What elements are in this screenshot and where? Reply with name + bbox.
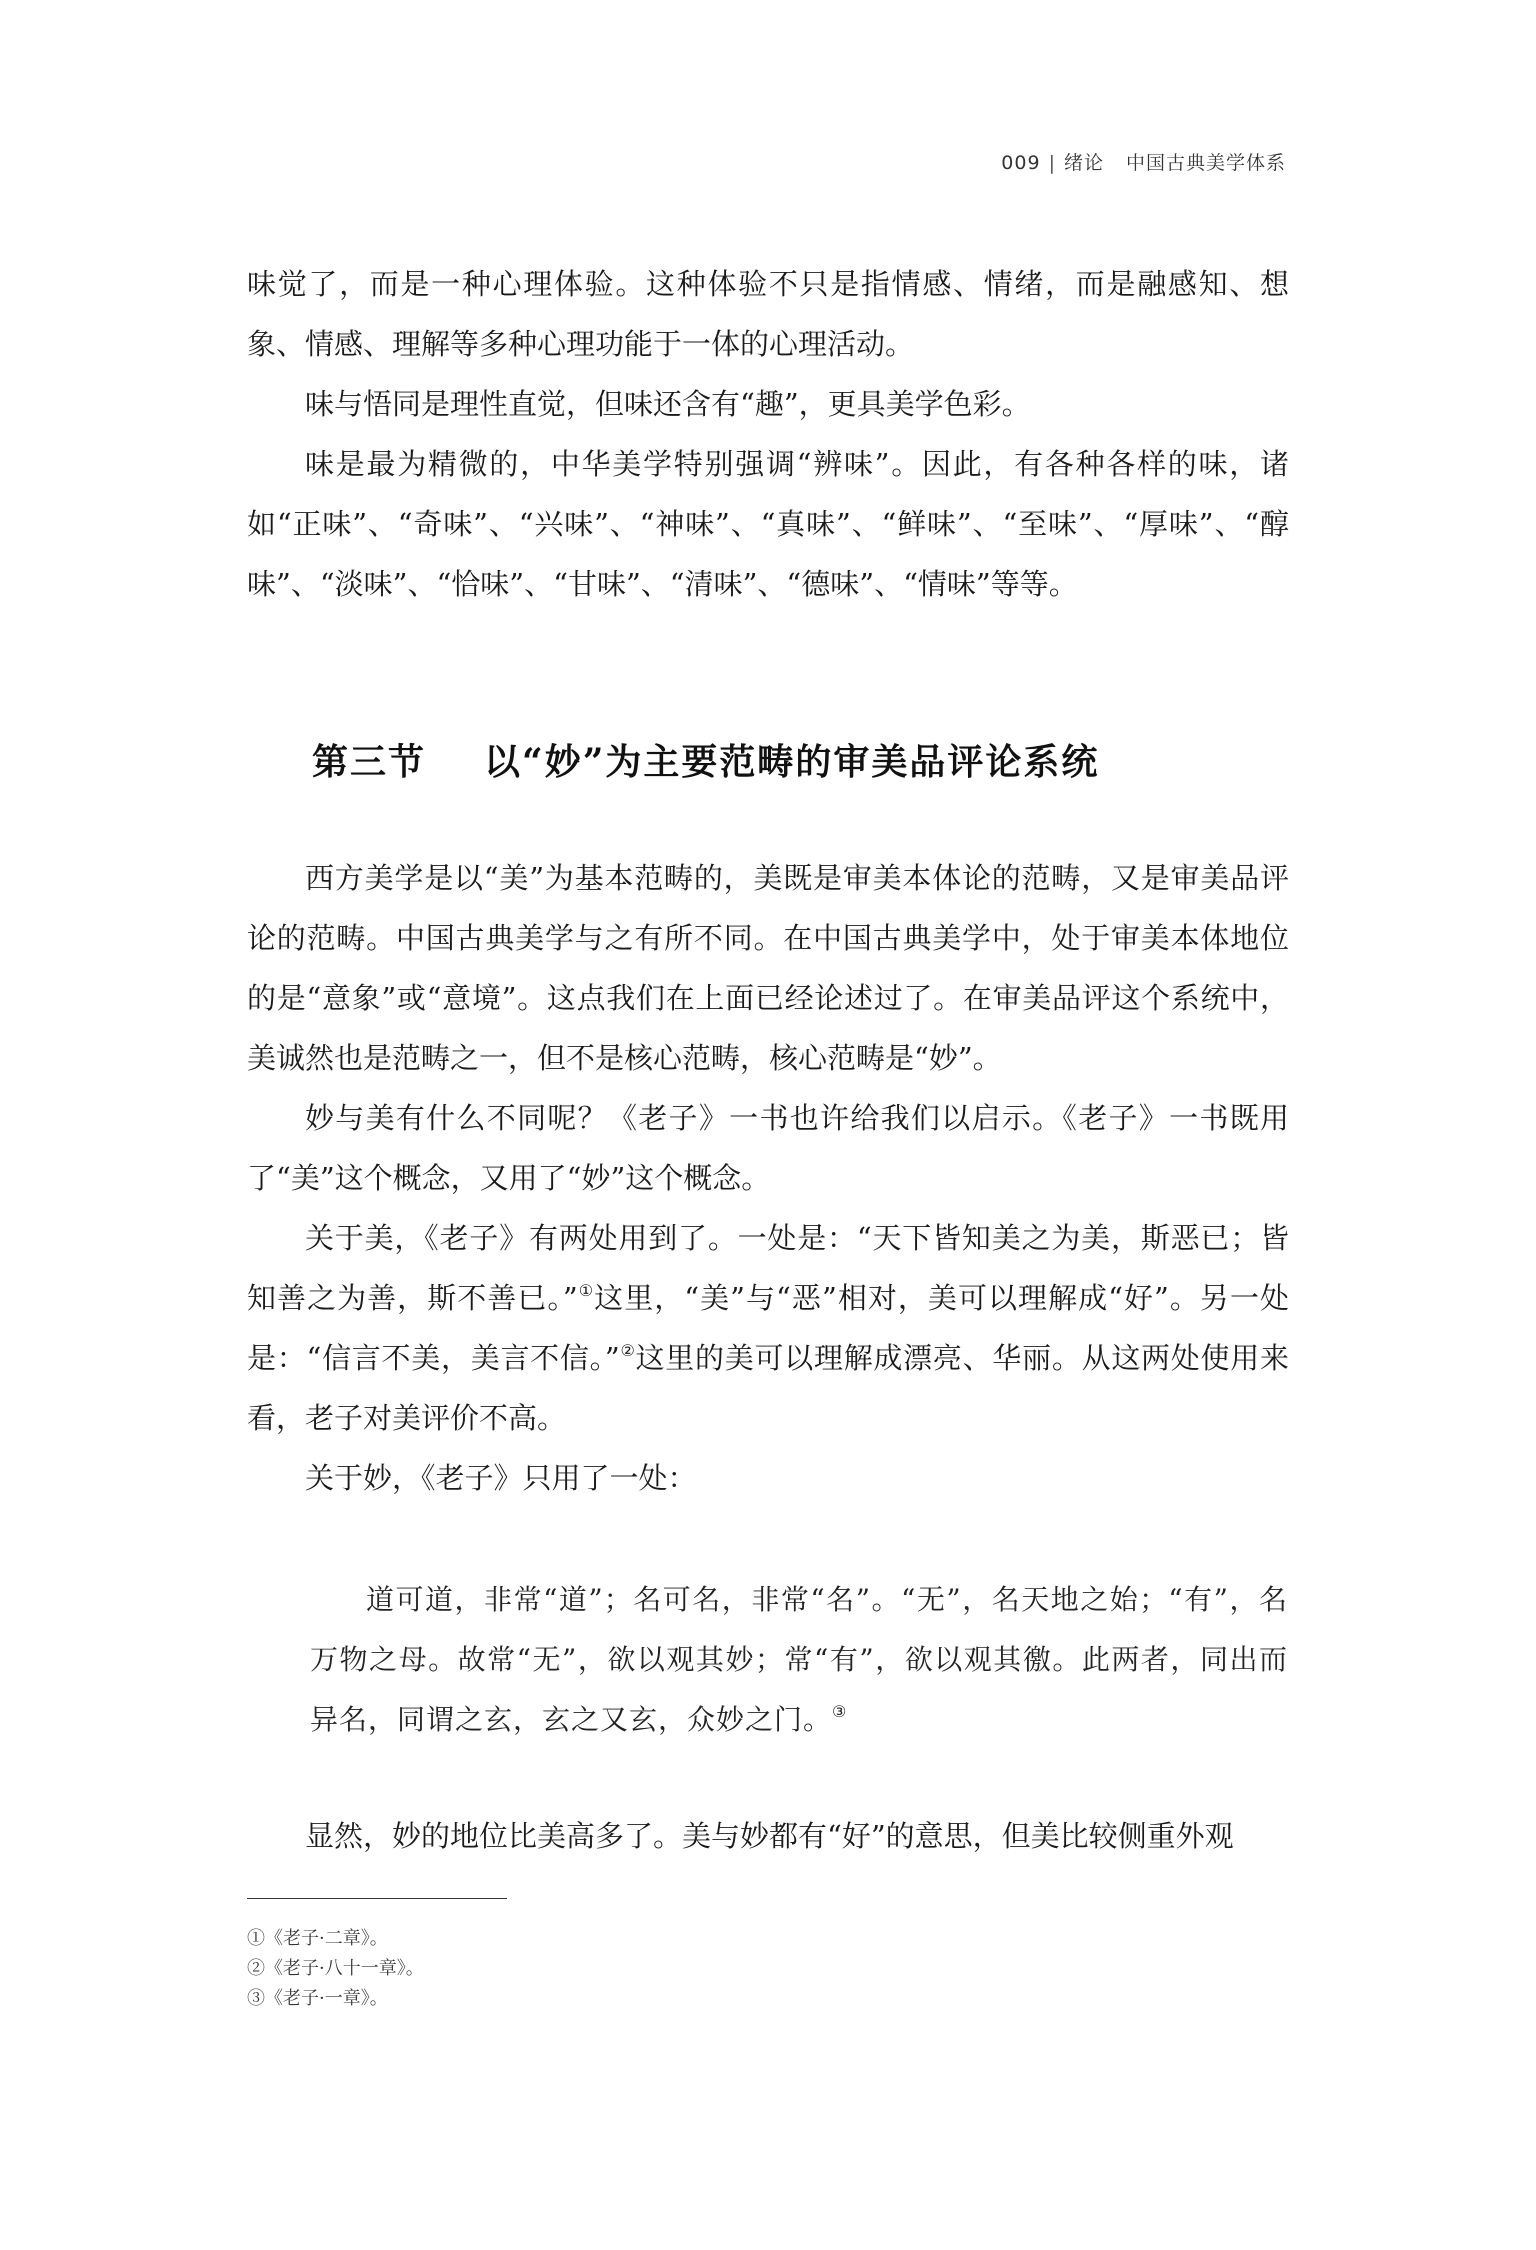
quote-paragraph [310, 1570, 1288, 1750]
footnote-ref-3[interactable]: ③ [832, 1702, 848, 1721]
paragraph: 关于妙，《老子》只用了一处： [305, 1461, 697, 1495]
paragraph-segment: 这里，“美”与“恶”相对，美可以理解成“好”。另一处是：“信言不美，美言不信。” [247, 1281, 1290, 1375]
footnote-ref-2[interactable]: ② [619, 1341, 636, 1360]
running-head [1001, 148, 1286, 175]
footnotes [247, 1924, 424, 2014]
footnote-1: ①《老子·二章》。 [247, 1928, 388, 1949]
body-text-bottom [247, 1806, 1289, 1866]
body-text-top [247, 254, 1289, 614]
section-heading [312, 734, 1099, 785]
chapter-name: 绪论 [1063, 152, 1104, 174]
header-separator: | [1048, 152, 1056, 174]
footnote-2: ②《老子·八十一章》。 [247, 1958, 424, 1979]
paragraph: 味觉了，而是一种心理体验。这种体验不只是指情感、情绪，而是融感知、想象、情感、理解等多种心理功能于一体的心理活动。 [247, 267, 1289, 361]
paragraph: 味与悟同是理性直觉，但味还含有“趣”，更具美学色彩。 [305, 387, 1031, 421]
footnote-3: ③《老子·一章》。 [247, 1988, 388, 2009]
paragraph-segment: 这里的美可以理解成漂亮、华丽。从这两处使用来看，老子对美评价不高。 [247, 1341, 1289, 1435]
section-number: 第三节 [312, 741, 427, 783]
paragraph [247, 1208, 1289, 1448]
quote-text: 道可道，非常“道”；名可名，非常“名”。“无”，名天地之始；“有”，名万物之母。故常“无”，欲以观其妙；常“有”，欲以观其徼。此两者，同出而异名，同谓之玄，玄之又玄，众妙之门。 [310, 1583, 1288, 1736]
section-title-text: 以“妙”为主要范畴的审美品评论系统 [484, 741, 1100, 783]
book-title: 中国古典美学体系 [1125, 152, 1286, 174]
paragraph: 显然，妙的地位比美高多了。美与妙都有“好”的意思，但美比较侧重外观 [305, 1819, 1234, 1853]
block-quote [310, 1570, 1288, 1750]
paragraph: 味是最为精微的，中华美学特别强调“辨味”。因此，有各种各样的味，诸如“正味”、“奇味”、“兴味”、“神味”、“真味”、“鲜味”、“至味”、“厚味”、“醇味”、“淡味”、“恰味”、“甘味”、“清味”、“德味”、“情味”等等。 [247, 447, 1289, 601]
footnote-ref-1[interactable]: ① [577, 1281, 595, 1300]
body-text-middle [247, 848, 1289, 1508]
paragraph: 妙与美有什么不同呢？《老子》一书也许给我们以启示。《老子》一书既用了“美”这个概念，又用了“妙”这个概念。 [247, 1101, 1289, 1195]
footnote-divider [247, 1898, 507, 1899]
paragraph-segment: 关于美，《老子》有两处用到了。一处是：“天下皆知美之为美，斯恶已；皆知善之为善，斯不善已。” [247, 1221, 1289, 1315]
paragraph: 西方美学是以“美”为基本范畴的，美既是审美本体论的范畴，又是审美品评论的范畴。中国古典美学与之有所不同。在中国古典美学中，处于审美本体地位的是“意象”或“意境”。这点我们在上面已经论述过了。在审美品评这个系统中，美诚然也是范畴之一，但不是核心范畴，核心范畴是“妙”。 [247, 861, 1289, 1075]
page-number: 009 [1001, 152, 1041, 174]
